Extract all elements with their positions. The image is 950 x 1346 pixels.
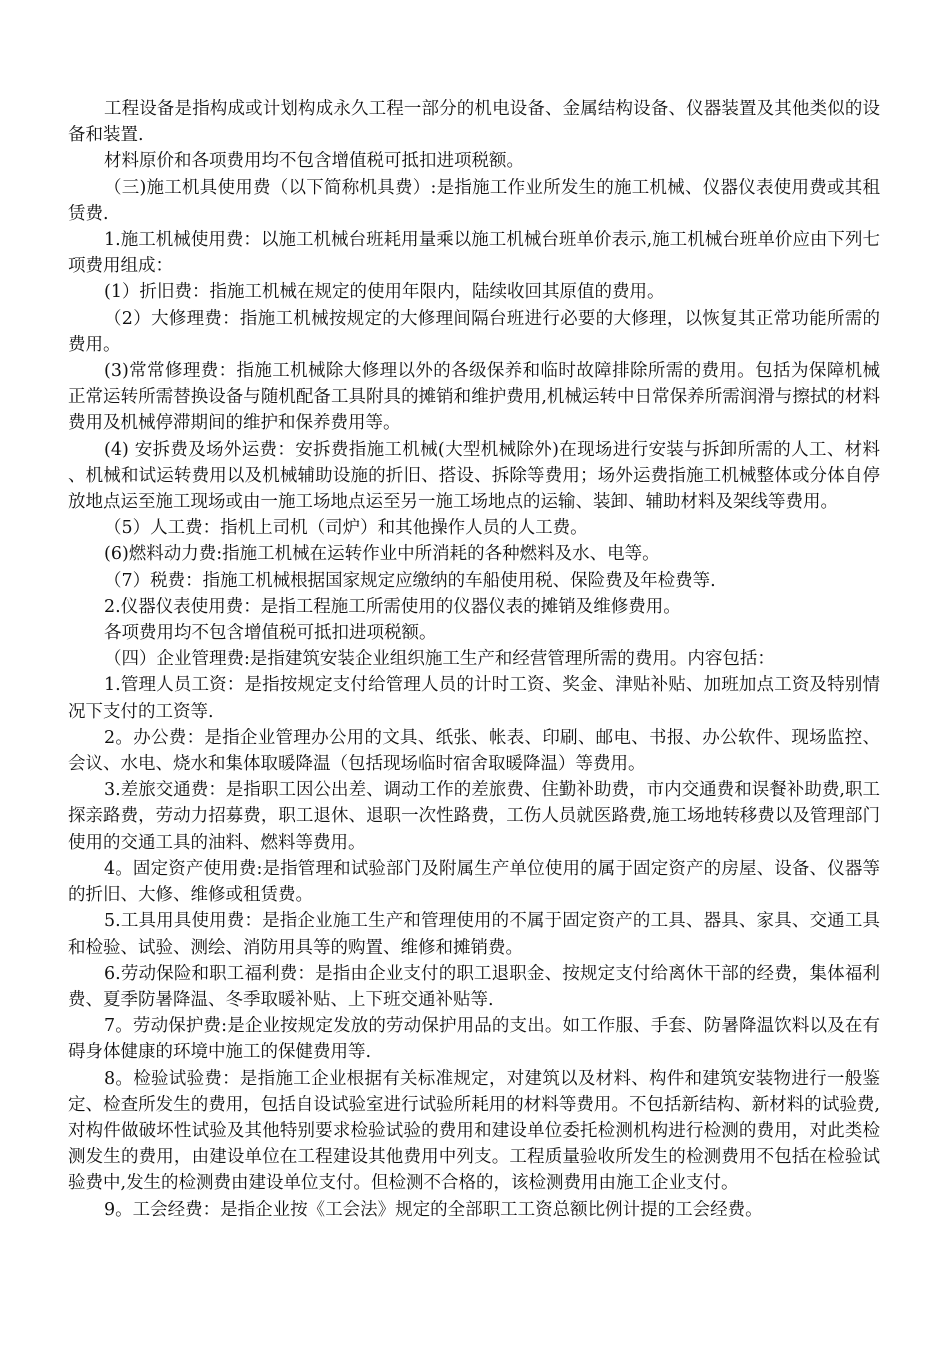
paragraph-union-fee: 9。工会经费：是指企业按《工会法》规定的全部职工工资总额比例计提的工会经费。 bbox=[104, 1199, 763, 1220]
paragraph-inspection-test: 8。检验试验费：是指施工企业根据有关标准规定，对建筑以及材料、构件和建筑安装物进行一般鉴定、检查所发生的费用，包括自设试验室进行试验所耗用的材料等费用。不包括新结构、新材料的试验费,对构件做破坏性试验及其他特别要求检验试验的费用和建设单位委托检测机构进行检测的费用，对此类检测发生的费用，由建设单位在工程建设其他费用中列支。工程质量验收所发生的检测费用不包括在检验试验费中,发生的检测费由建设单位支付。但检测不合格的，该检测费用由施工企业支付。 bbox=[68, 1068, 880, 1194]
paragraph-travel-fee: 3.差旅交通费：是指职工因公出差、调动工作的差旅费、住勤补助费，市内交通费和误餐补助费,职工探亲路费，劳动力招募费，职工退休、退职一次性路费，工伤人员就医路费,施工场地转移费以及管理部门使用的交通工具的油料、燃料等费用。 bbox=[68, 780, 880, 853]
paragraph-fuel-power: (6)燃料动力费:指施工机械在运转作业中所消耗的各种燃料及水、电等。 bbox=[104, 544, 660, 565]
paragraph-office-fee: 2。办公费：是指企业管理办公用的文具、纸张、帐表、印刷、邮电、书报、办公软件、现场监控、会议、水电、烧水和集体取暖降温（包括现场临时宿舍取暖降温）等费用。 bbox=[68, 727, 880, 775]
paragraph-equipment-definition: 工程设备是指构成或计划构成永久工程一部分的机电设备、金属结构设备、仪器装置及其他类似的设备和装置. bbox=[68, 99, 880, 146]
paragraph-installation-transport: (4) 安拆费及场外运费：安拆费指施工机械(大型机械除外)在现场进行安装与拆卸所需的人工、材料、机械和试运转费用以及机械辅助设施的折旧、搭设、拆除等费用；场外运费指施工机械整体或分体自停放地点运至施工现场或由一施工场地点运至另一施工场地点的运输、装卸、辅助材料及架线等费用。 bbox=[68, 439, 880, 513]
paragraph-management-fee: （四）企业管理费:是指建筑安装企业组织施工生产和经营管理所需的费用。内容包括： bbox=[104, 649, 775, 670]
paragraph-depreciation: (1）折旧费：指施工机械在规定的使用年限内，陆续收回其原值的费用。 bbox=[104, 282, 665, 303]
paragraph-labor: （5）人工费：指机上司机（司炉）和其他操作人员的人工费。 bbox=[104, 518, 588, 539]
paragraph-instrument-usage: 2.仪器仪表使用费：是指工程施工所需使用的仪器仪表的摊销及维修费用。 bbox=[104, 596, 681, 617]
paragraph-fixed-assets: 4。固定资产使用费:是指管理和试验部门及附属生产单位使用的属于固定资产的房屋、设备、仪器等的折旧、大修、维修或租赁费。 bbox=[68, 858, 880, 906]
paragraph-labor-insurance: 6.劳动保险和职工福利费：是指由企业支付的职工退职金、按规定支付给离休干部的经费，集体福利费、夏季防暑降温、冬季取暖补贴、上下班交通补贴等. bbox=[68, 963, 880, 1010]
paragraph-material-price-note: 材料原价和各项费用均不包含增值税可抵扣进项税额。 bbox=[104, 151, 524, 172]
paragraph-overhaul: （2）大修理费：指施工机械按规定的大修理间隔台班进行必要的大修理，以恢复其正常功能所需的费用。 bbox=[68, 308, 880, 355]
paragraph-regular-repair: (3)常常修理费：指施工机械除大修理以外的各级保养和临时故障排除所需的费用。包括为保障机械正常运转所需替换设备与随机配备工具附具的摊销和维护费用,机械运转中日常保养所需润滑与擦拭的材料费用及机械停滞期间的维护和保养费用等。 bbox=[68, 361, 880, 434]
paragraph-machine-usage-fee: 1.施工机械使用费：以施工机械台班耗用量乘以施工机械台班单价表示,施工机械台班单价应由下列七项费用组成： bbox=[68, 230, 880, 277]
paragraph-taxes: （7）税费：指施工机械根据国家规定应缴纳的车船使用税、保险费及年检费等. bbox=[104, 570, 716, 591]
document-body bbox=[68, 96, 880, 1223]
paragraph-vat-note: 各项费用均不包含增值税可抵扣进项税额。 bbox=[104, 623, 437, 644]
paragraph-staff-salary: 1.管理人员工资：是指按规定支付给管理人员的计时工资、奖金、津贴补贴、加班加点工资及特别情况下支付的工资等. bbox=[68, 675, 880, 722]
paragraph-labor-protection: 7。劳动保护费:是企业按规定发放的劳动保护用品的支出。如工作服、手套、防暑降温饮料以及在有碍身体健康的环境中施工的保健费用等. bbox=[68, 1016, 880, 1063]
paragraph-machinery-usage-fee: （三)施工机具使用费（以下简称机具费）:是指施工作业所发生的施工机械、仪器仪表使用费或其租赁费. bbox=[68, 177, 880, 224]
paragraph-tools-fee: 5.工具用具使用费：是指企业施工生产和管理使用的不属于固定资产的工具、器具、家具、交通工具和检验、试验、测绘、消防用具等的购置、维修和摊销费。 bbox=[68, 911, 880, 958]
